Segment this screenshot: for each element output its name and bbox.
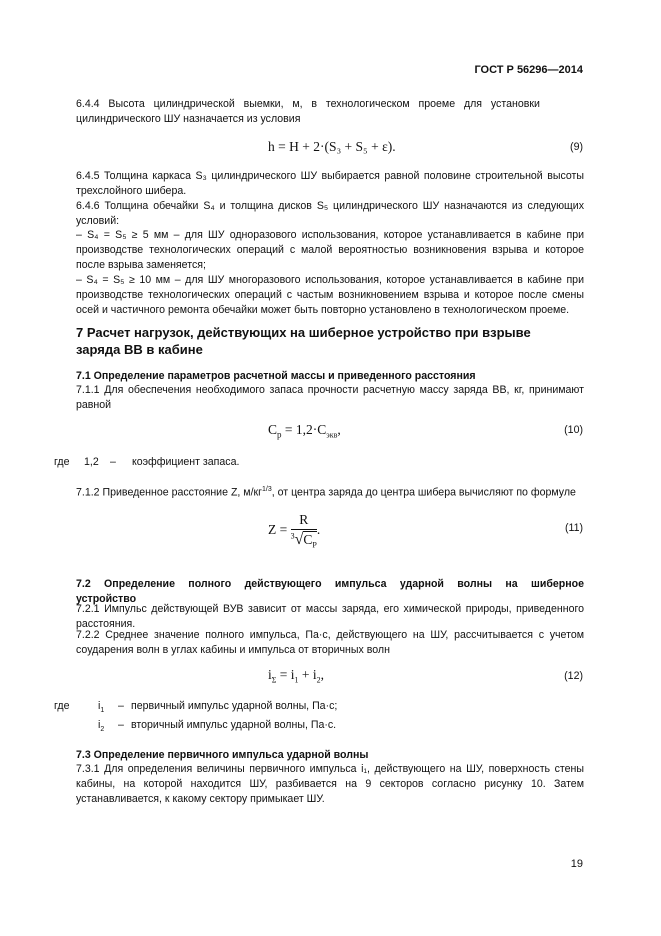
page-number: 19 — [570, 858, 583, 870]
paragraph-7-1-2-rest: , от центра заряда до центра шибера вычисляют по формуле — [271, 486, 576, 499]
formula-10-lhs: C — [268, 422, 278, 437]
formula-12-tail: , — [320, 667, 325, 682]
where-12-dash-1: – — [118, 700, 124, 712]
where-12-sym-2: i — [98, 719, 101, 731]
condition-one-time-use: – S₄ = S₅ ≥ 5 мм – для ШУ одноразового использования, которое устанавливается в кабине при производстве технологических операций с малой вероятностью возникновения взрыва и которое после взрыва заменяется; — [76, 229, 584, 271]
where-12-description-1: первичный импульс ударной волны, Па·с; — [131, 700, 338, 712]
where-10-dash: – — [110, 456, 116, 468]
formula-11-tail: . — [316, 521, 321, 537]
section-7-title: 7 Расчет нагрузок, действующих на шиберное устройство при взрыве заряда ВВ в кабине — [76, 325, 531, 357]
where-12-description-2: вторичный импульс ударной волны, Па·с. — [131, 719, 337, 731]
condition-reusable: – S₄ = S₅ ≥ 10 мм – для ШУ многоразового использования, которое устанавливается в кабине при производстве технологических операций с частым возникновением взрыва и которое после смены осей и частичного ремонта обечайки может быть повторно установлено в технологическом проеме. — [76, 274, 584, 316]
where-10-description: коэффициент запаса. — [132, 456, 240, 468]
paragraph-7-2-1: 7.2.1 Импульс действующей ВУВ зависит от массы заряда, его химической природы, приведенного расстояния. — [76, 603, 584, 630]
formula-10-lhs-sub: p — [277, 429, 282, 440]
formula-11-den-sub: P — [312, 540, 317, 550]
section-7-1-title: 7.1 Определение параметров расчетной массы и приведенного расстояния — [76, 370, 476, 382]
section-7-2-title: 7.2 Определение полного действующего импульса ударной волны на шиберное устройство — [76, 578, 587, 605]
paragraph-7-1-2-text: 7.1.2 Приведенное расстояние Z, м/кг — [76, 486, 263, 499]
formula-11-den-symbol: C — [303, 532, 313, 547]
where-12-sym-1: i — [98, 700, 101, 712]
formula-12-a: i — [268, 667, 272, 682]
formula-11-root-index: 3 — [290, 531, 295, 541]
paragraph-6-4-4-line1: 6.4.4 Высота цилиндрической выемки, м, в технологическом проеме для установки — [76, 98, 540, 110]
paragraph-7-3-1: 7.3.1 Для определения величины первичного импульса i₁, действующего на ШУ, поверхность стены кабины, на которой находится ШУ, разбивается на 9 секторов согласно рисунку 10. Затем устанавливается, к какому сектору примыкает ШУ. — [76, 763, 584, 805]
formula-10-mid: = 1,2·C — [281, 422, 327, 437]
formula-12-b-sub: 1 — [294, 675, 299, 685]
formula-12-c-sub: 2 — [316, 675, 321, 685]
formula-12-a-sub: Σ — [271, 675, 277, 685]
where-12-sub-1: 1 — [100, 707, 105, 715]
root-sign-icon: √ — [294, 531, 304, 548]
where-12-symbol-1 — [98, 699, 104, 719]
paragraph-6-4-6: 6.4.6 Толщина обечайки S₄ и толщина дисков S₅ цилиндрического ШУ назначаются из следующих условий: — [76, 200, 584, 227]
where-12-word: где — [54, 700, 70, 712]
paragraph-7-2-2: 7.2.2 Среднее значение полного импульса, Па·с, действующего на ШУ, рассчитывается с учетом соударения волн в углах кабины и импульса от вторичных волн — [76, 629, 584, 656]
formula-12-b: = i — [276, 667, 295, 682]
formula-10-tail: , — [337, 422, 341, 437]
where-12-sub-2: 2 — [100, 726, 105, 734]
paragraph-7-1-2 — [76, 483, 584, 500]
where-12-dash-2: – — [118, 719, 124, 731]
formula-11-denominator — [303, 531, 317, 550]
formula-12-number: (12) — [564, 670, 583, 682]
formula-10-number: (10) — [564, 424, 583, 436]
formula-10 — [268, 422, 341, 440]
formula-10-mid-sub: экв — [326, 430, 338, 440]
paragraph-6-4-4-line2: цилиндрического ШУ назначается из условия — [76, 113, 301, 125]
where-12-symbol-2 — [98, 718, 104, 738]
formula-11 — [268, 512, 320, 550]
document-id: ГОСТ Р 56296—2014 — [474, 64, 583, 76]
where-10-symbol: 1,2 — [84, 456, 99, 468]
where-10-word: где — [54, 456, 70, 468]
formula-12-c: + i — [298, 667, 317, 682]
formula-11-number: (11) — [564, 522, 583, 534]
formula-11-lhs: Z = — [268, 521, 291, 537]
paragraph-7-1-2-sup: 1/3 — [262, 486, 272, 493]
formula-9-number: (9) — [570, 141, 583, 153]
formula-11-numerator: R — [291, 512, 317, 530]
formula-12 — [268, 667, 324, 685]
paragraph-7-1-1: 7.1.1 Для обеспечения необходимого запаса прочности расчетную массу заряда ВВ, кг, принимают равной — [76, 384, 584, 411]
paragraph-6-4-5: 6.4.5 Толщина каркаса S₃ цилиндрического ШУ выбирается равной половине строительной высоты трехслойного шибера. — [76, 170, 584, 197]
section-7-3-title: 7.3 Определение первичного импульса ударной волны — [76, 749, 369, 761]
formula-9: h = H + 2·(S₃ + S₅ + ε). — [268, 139, 396, 154]
